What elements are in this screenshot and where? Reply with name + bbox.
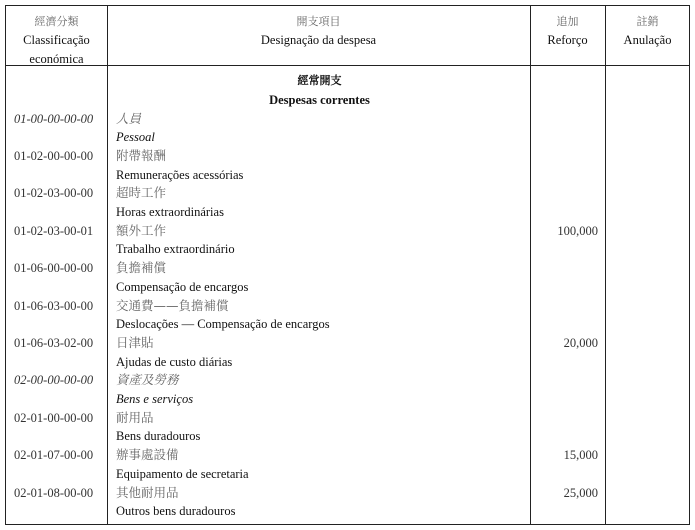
row-designation-zh: 其他耐用品 (116, 484, 179, 500)
header-pt: Designação da despesa (260, 33, 377, 47)
row-designation-zh: 交通費——負擔補償 (116, 297, 229, 313)
row-designation-zh: 負擔補償 (116, 260, 167, 276)
row-code: 02-01-07-00-00 (14, 448, 94, 463)
row-designation-pt: Pessoal (116, 130, 155, 145)
header-pt: económica (29, 52, 84, 66)
header-zh: 經濟分類 (34, 15, 79, 28)
row-designation-pt: Deslocações — Compensação de encargos (116, 317, 330, 332)
row-designation-pt: Compensação de encargos (116, 279, 249, 294)
row-code: 01-06-00-00-00 (14, 261, 94, 276)
row-designation-zh: 超時工作 (116, 185, 167, 201)
row-designation-pt: Trabalho extraordinário (116, 242, 235, 257)
header-zh: 開支項目 (296, 15, 341, 28)
row-designation-pt: Bens e serviços (116, 392, 194, 406)
header-pt: Reforço (547, 33, 588, 47)
header-zh: 追加 (556, 15, 579, 28)
section-title-zh: 經常開支 (297, 74, 342, 87)
row-designation-zh: 資產及勞務 (116, 372, 179, 388)
row-reforco-amount: 15,000 (563, 448, 598, 463)
row-reforco-amount: 100,000 (557, 223, 598, 238)
header-pt: Classificação (23, 33, 90, 47)
budget-table (5, 5, 690, 525)
row-designation-zh: 日津貼 (116, 334, 154, 350)
section-title-pt: Despesas correntes (269, 93, 370, 107)
row-code: 02-00-00-00-00 (14, 373, 94, 388)
row-code: 01-00-00-00-00 (14, 111, 94, 126)
row-code: 01-02-00-00-00 (14, 148, 94, 163)
row-code: 01-06-03-00-00 (14, 298, 94, 313)
header-pt: Anulação (623, 33, 672, 47)
row-designation-pt: Remunerações acessórias (116, 167, 244, 182)
row-code: 02-01-08-00-00 (14, 485, 94, 500)
row-code: 01-02-03-00-01 (14, 223, 94, 238)
row-designation-zh: 辦事處設備 (116, 447, 179, 463)
row-designation-pt: Ajudas de custo diárias (116, 354, 233, 369)
row-code: 01-06-03-02-00 (14, 335, 94, 350)
row-code: 02-01-00-00-00 (14, 410, 94, 425)
row-reforco-amount: 25,000 (563, 485, 598, 500)
row-reforco-amount: 20,000 (563, 335, 598, 350)
header-designation (107, 12, 530, 50)
header-divider (6, 65, 689, 66)
header-zh: 註銷 (636, 15, 659, 28)
row-designation-pt: Horas extraordinárias (116, 205, 224, 219)
row-designation-pt: Equipamento de secretaria (116, 466, 249, 481)
column-divider (605, 6, 606, 524)
row-designation-zh: 耐用品 (116, 409, 154, 425)
row-designation-zh: 附帶報酬 (116, 147, 167, 163)
row-designation-zh: 人員 (116, 110, 142, 126)
row-code: 01-02-03-00-00 (14, 186, 94, 201)
header-anulacao (605, 12, 690, 50)
row-designation-pt: Bens duradouros (116, 429, 201, 444)
header-classification (6, 12, 107, 69)
header-reforco (530, 12, 605, 50)
row-designation-pt: Outros bens duradouros (116, 504, 236, 519)
row-designation-zh: 額外工作 (116, 222, 167, 238)
